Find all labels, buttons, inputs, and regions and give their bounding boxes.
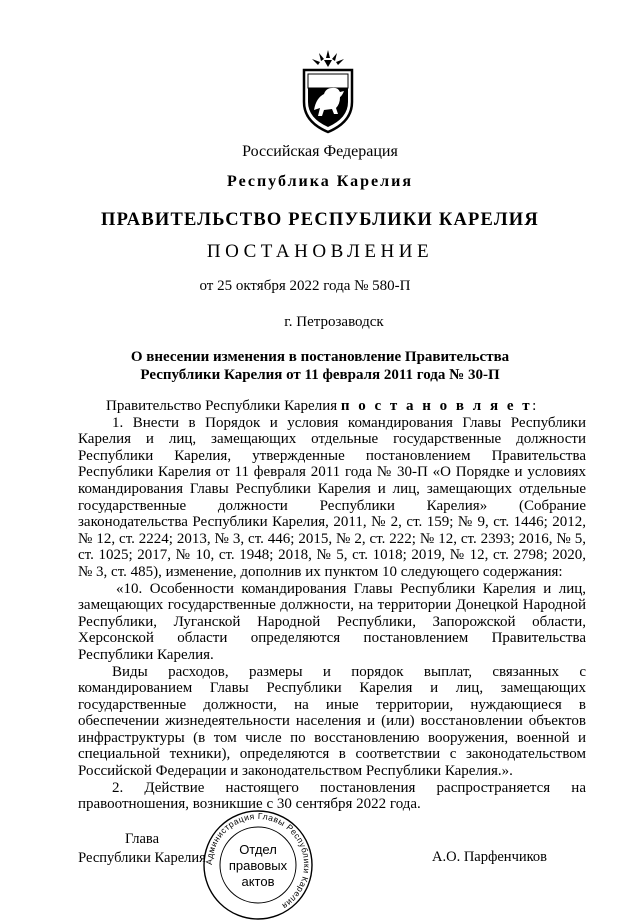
country-name: Российская Федерация — [242, 143, 398, 160]
signatory-title-line-2: Республики Карелия — [78, 850, 206, 866]
document-body — [78, 398, 586, 813]
stamp-line-1: Отдел — [239, 842, 277, 857]
item-1-paragraph: 1. Внести в Порядок и условия командирования Главы Республики Карелия и лиц, замещающих отдельные государственные должности Республики Карелия, утвержденные постановлением Правительства Республики Карелия от 11 февраля 2011 года № 30-П «О Порядке и условиях командирования Главы Республики Карелия и лиц, замещающих отдельные государственные должности Республики Карелия» (Собрание законодательства Республики Карелия, 2011, № 2, ст. 159; № 9, ст. 1446; 2012, № 12, ст. 2224; 2013, № 3, ст. 446; 2015, № 2, ст. 222; № 12, ст. 2393; 2016, № 5, ст. 1025; 2017, № 10, ст. 1948; 2018, № 5, ст. 1018; 2019, № 12, ст. 2798; 2020, № 3, ст. 485), изменение, дополнив их пунктом 10 следующего содержания: — [78, 414, 586, 580]
subject-line-1: О внесении изменения в постановление Правительства — [130, 349, 510, 365]
signatory-title — [78, 830, 206, 868]
stamp-line-2: правовых — [228, 858, 288, 873]
item-2-paragraph: 2. Действие настоящего постановления распространяется на правоотношения, возникшие с 30 сентября 2022 года. — [78, 779, 586, 813]
government-title: ПРАВИТЕЛЬСТВО РЕСПУБЛИКИ КАРЕЛИЯ — [101, 210, 539, 230]
intro-colon: : — [532, 398, 537, 414]
subject-line-2: Республики Карелия от 11 февраля 2011 года № 30-П — [140, 367, 500, 383]
intro-verb: п о с т а н о в л я е т — [340, 398, 533, 414]
official-stamp — [198, 810, 318, 920]
signatory-title-line-1: Глава — [124, 831, 160, 847]
document-type: ПОСТАНОВЛЕНИЕ — [206, 241, 434, 262]
quote-paragraph-2: Виды расходов, размеры и порядок выплат, связанных с командированием Главы Республики Карелия и лиц, замещающих государственные должности, на иные территории, нуждающиеся в обеспечении жизнедеятельности населения и (или) восстановлении объектов инфраструктуры (в том числе по восстановлению вооружения, военной и специальной техники), определяются в соответствии с законодательством Российской Федерации и законодательством Республики Карелия.». — [78, 663, 586, 780]
document-subject — [0, 348, 640, 384]
quote-paragraph-1: «10. Особенности командирования Главы Республики Карелия и лиц, замещающих государственные должности, на территории Донецкой Народной Республики, Луганской Народной Республики, Запорожской области, Херсонской области определяются постановлением Правительства Республики Карелия. — [78, 580, 586, 663]
intro-text: Правительство Республики Карелия — [106, 398, 341, 414]
intro-paragraph — [78, 398, 586, 415]
stamp-line-3: актов — [241, 874, 275, 889]
stamp-ring-text: Администрация Главы Республики Карелия — [203, 810, 313, 912]
republic-name: Республика Карелия — [227, 173, 413, 190]
coat-of-arms-icon — [300, 50, 356, 134]
document-date-number: от 25 октября 2022 года № 580-П — [199, 278, 411, 294]
document-city: г. Петрозаводск — [284, 314, 384, 330]
signatory-name: А.О. Парфенчиков — [432, 849, 548, 865]
